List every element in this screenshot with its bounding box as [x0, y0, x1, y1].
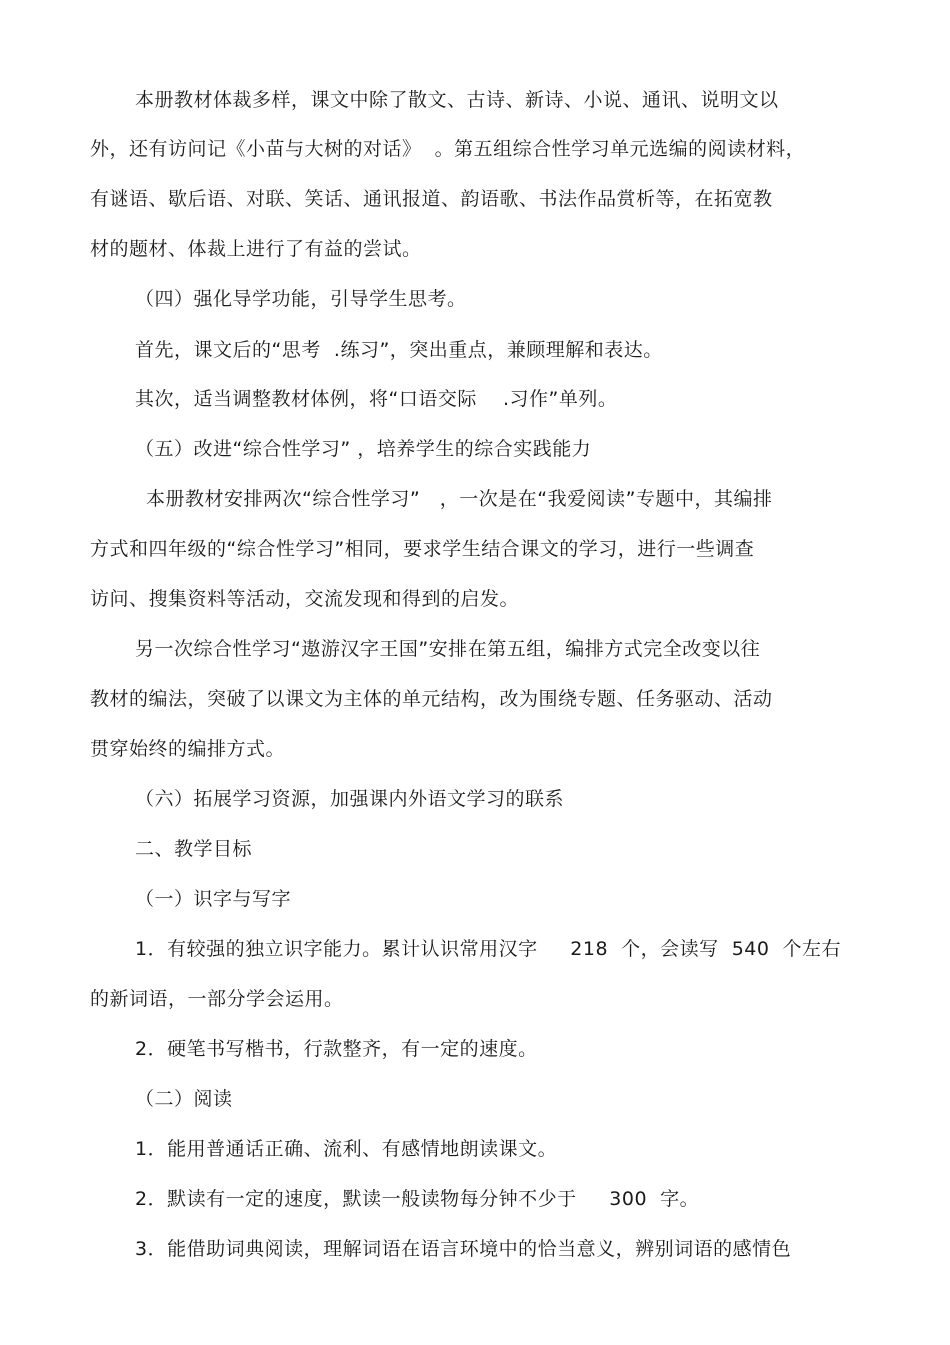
paragraph-line: 材的题材、体裁上进行了有益的尝试。	[90, 238, 422, 260]
paragraph-line: 本册教材安排两次“综合性学习” ，一次是在“我爱阅读”专题中，其编排	[146, 488, 773, 510]
list-item-continuation: 的新词语，一部分学会运用。	[90, 988, 344, 1010]
paragraph-line: 有谜语、歇后语、对联、笑话、通讯报道、韵语歌、书法作品赏析等，在拓宽教	[90, 188, 773, 210]
paragraph-line: 首先，课文后的“思考 .练习”，突出重点，兼顾理解和表达。	[135, 339, 663, 361]
paragraph-line: 教材的编法，突破了以课文为主体的单元结构，改为围绕专题、任务驱动、活动	[90, 688, 773, 710]
paragraph-line: 本册教材体裁多样，课文中除了散文、古诗、新诗、小说、通讯、说明文以	[135, 89, 779, 111]
list-item: 3．能借助词典阅读，理解词语在语言环境中的恰当意义，辨别词语的感情色	[135, 1238, 792, 1260]
paragraph-line: 方式和四年级的“综合性学习”相同，要求学生结合课文的学习，进行一些调查	[90, 538, 755, 560]
section-heading: （二）阅读	[135, 1088, 233, 1110]
section-heading: （一）识字与写字	[135, 888, 292, 910]
section-heading: （四）强化导学功能，引导学生思考。	[135, 288, 467, 310]
list-item: 1．能用普通话正确、流利、有感情地朗读课文。	[135, 1138, 558, 1160]
paragraph-line: 另一次综合性学习“遨游汉字王国”安排在第五组，编排方式完全改变以往	[135, 638, 761, 660]
section-heading: （六）拓展学习资源，加强课内外语文学习的联系	[135, 788, 565, 810]
list-item: 1．有较强的独立识字能力。累计认识常用汉字 218 个，会读写 540 个左右	[135, 938, 842, 960]
paragraph-line: 其次，适当调整教材体例，将“口语交际 .习作”单列。	[135, 388, 618, 410]
paragraph-line: 访问、搜集资料等活动，交流发现和得到的启发。	[90, 588, 520, 610]
paragraph-line: 贯穿始终的编排方式。	[90, 738, 286, 760]
section-heading: 二、教学目标	[135, 838, 253, 860]
list-item: 2．硬笔书写楷书，行款整齐，有一定的速度。	[135, 1038, 538, 1060]
list-item: 2．默读有一定的速度，默读一般读物每分钟不少于 300 字。	[135, 1188, 700, 1210]
paragraph-line: 外，还有访问记《小苗与大树的对话》 。第五组综合性学习单元选编的阅读材料，	[90, 138, 806, 160]
section-heading: （五）改进“综合性学习” ，培养学生的综合实践能力	[135, 438, 592, 460]
